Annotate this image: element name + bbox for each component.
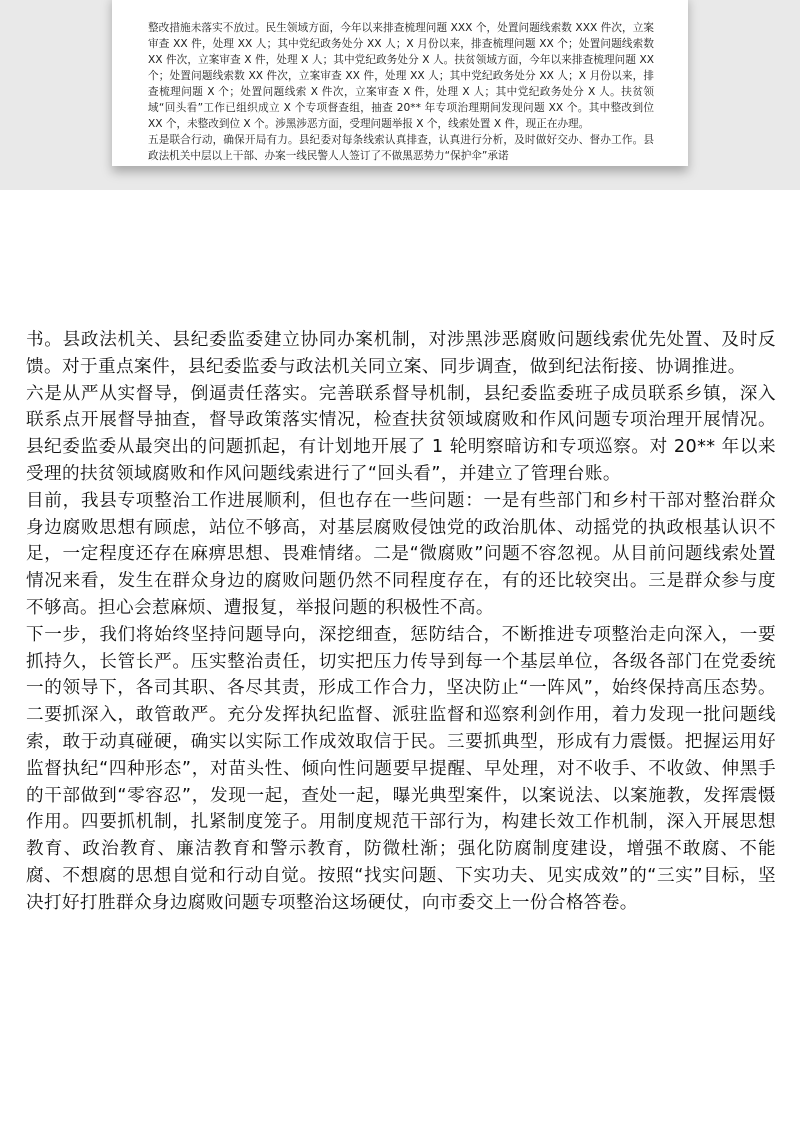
body-paragraph: 书。县政法机关、县纪委监委建立协同办案机制，对涉黑涉恶腐败问题线索优先处置、及时反馈。对于重点案件，县纪委监委与政法机关同立案、同步调查，做到纪法衔接、协调推进。 xyxy=(26,330,776,377)
document-preview-card xyxy=(112,0,688,166)
document-body xyxy=(26,327,776,917)
body-paragraph: 目前，我县专项整治工作进展顺利，但也存在一些问题：一是有些部门和乡村干部对整治群众身边腐败思想有顾虑，站位不够高，对基层腐败侵蚀党的政治肌体、动摇党的执政根基认识不足，一定程度还存在麻痹思想、畏难情绪。二是“微腐败”问题不容忽视。从目前问题线索处置情况来看，发生在群众身边的腐败问题仍然不同程度存在，有的还比较突出。三是群众参与度不够高。担心会惹麻烦、遭报复，举报问题的积极性不高。 xyxy=(26,490,776,618)
preview-paragraph: 整改措施未落实不放过。民生领域方面，今年以来排查梳理问题 XXX 个，处置问题线索数 XXX 件次，立案审查 XX 件，处理 XX 人；其中党纪政务处分 XX 人；X 月份以来，排查梳理问题 XX 个；处置问题线索数 XX 件次，立案审查 X 件，处理 X 人；其中党纪政务处分 X 人。扶贫领域方面，今年以来排查梳理问题 XX 个；处置问题线索数 XX 件次，立案审查 XX 件，处理 XX 人；其中党纪政务处分 XX 人；X 月份以来，排查梳理问题 X 个；处置问题线索 X 件次，立案审查 X 件，处理 X 人；其中党纪政务处分 X 人。扶贫领域“回头看”工作已组织成立 X 个专项督查组，抽查 20** 年专项治理期间发现问题 XX 个。其中整改到位 XX 个，未整改到位 X 个。涉黑涉恶方面，受理问题举报 X 个，线索处置 X 件，现正在办理。 xyxy=(148,22,654,130)
body-paragraph: 六是从严从实督导，倒逼责任落实。完善联系督导机制，县纪委监委班子成员联系乡镇，深入联系点开展督导抽查，督导政策落实情况，检查扶贫领域腐败和作风问题专项治理开展情况。县纪委监委从最突出的问题抓起，有计划地开展了 1 轮明察暗访和专项巡察。对 20** 年以来受理的扶贫领域腐败和作风问题线索进行了“回头看”，并建立了管理台账。 xyxy=(26,383,776,484)
preview-card-text xyxy=(148,20,654,164)
body-paragraph: 下一步，我们将始终坚持问题导向，深挖细查，惩防结合，不断推进专项整治走向深入，一要抓持久，长管长严。压实整治责任，切实把压力传导到每一个基层单位，各级各部门在党委统一的领导下，各司其职、各尽其责，形成工作合力，坚决防止“一阵风”，始终保持高压态势。二要抓深入，敢管敢严。充分发挥执纪监督、派驻监督和巡察利剑作用，着力发现一批问题线索，敢于动真碰硬，确实以实际工作成效取信于民。三要抓典型，形成有力震慑。把握运用好监督执纪“四种形态”，对苗头性、倾向性问题要早提醒、早处理，对不收手、不收敛、伸黑手的干部做到“零容忍”，发现一起，查处一起，曝光典型案件，以案说法、以案施教，发挥震慑作用。四要抓机制，扎紧制度笼子。用制度规范干部行为，构建长效工作机制，深入开展思想教育、政治教育、廉洁教育和警示教育，防微杜渐；强化防腐制度建设，增强不敢腐、不能腐、不想腐的思想自觉和行动自觉。按照“找实问题、下实功夫、见实成效”的“三实”目标，坚决打好打胜群众身边腐败问题专项整治这场硬仗，向市委交上一份合格答卷。 xyxy=(26,624,776,913)
preview-paragraph: 五是联合行动，确保开局有力。县纪委对每条线索认真排查，认真进行分析，及时做好交办、督办工作。县政法机关中层以上干部、办案一线民警人人签订了不做黑恶势力“保护伞”承诺 xyxy=(148,134,654,162)
